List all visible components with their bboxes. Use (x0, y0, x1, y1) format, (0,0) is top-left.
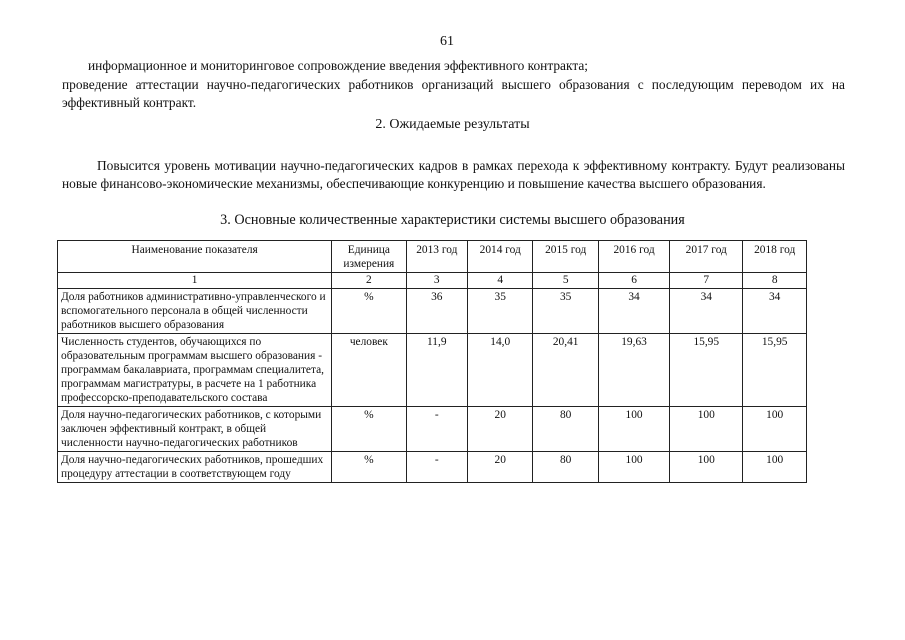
table-row (58, 334, 807, 407)
unit-cell: % (332, 452, 406, 483)
value-cell: 36 (406, 289, 468, 334)
section-2-paragraph: Повысится уровень мотивации научно-педагогических кадров в рамках перехода к эффективному контракту. Будут реализованы новые финансово-экономические механизмы, обеспечивающие конкуренцию и повышение качества высшего образования. (62, 158, 845, 191)
value-cell: 100 (743, 407, 807, 452)
table-row (58, 289, 807, 334)
column-index: 1 (58, 273, 332, 289)
value-cell: 35 (468, 289, 533, 334)
value-cell: 11,9 (406, 334, 468, 407)
value-cell: 100 (670, 407, 743, 452)
column-index: 6 (598, 273, 669, 289)
unit-cell: % (332, 407, 406, 452)
header-year: 2013 год (406, 241, 468, 273)
value-cell: 19,63 (598, 334, 669, 407)
column-index: 2 (332, 273, 406, 289)
column-index: 8 (743, 273, 807, 289)
section-3-heading: 3. Основные количественные характеристики системы высшего образования (220, 212, 685, 228)
indicator-name: Численность студентов, обучающихся по образовательным программам высшего образования - программам бакалавриата, программам специалитета, программам магистратуры, в расчете на 1 работника профессорско-преподавательского состава (58, 334, 332, 407)
unit-cell: человек (332, 334, 406, 407)
bullet-item-1: информационное и мониторинговое сопровождение введения эффективного контракта; (88, 58, 588, 73)
value-cell: 14,0 (468, 334, 533, 407)
header-year: 2015 год (533, 241, 599, 273)
characteristics-table (57, 240, 807, 483)
table-row (58, 452, 807, 483)
column-index: 3 (406, 273, 468, 289)
column-index: 4 (468, 273, 533, 289)
indicator-name: Доля научно-педагогических работников, прошедших процедуру аттестации в соответствующем году (58, 452, 332, 483)
value-cell: 80 (533, 452, 599, 483)
table-header-row (58, 241, 807, 273)
value-cell: 34 (670, 289, 743, 334)
section-2-heading: 2. Ожидаемые результаты (375, 117, 530, 132)
value-cell: 100 (743, 452, 807, 483)
bullet-item-2: проведение аттестации научно-педагогических работников организаций высшего образования с последующим переводом их на эффективный контракт. (62, 77, 845, 110)
header-indicator-name: Наименование показателя (58, 241, 332, 273)
value-cell: 100 (598, 452, 669, 483)
column-index: 5 (533, 273, 599, 289)
table-row (58, 407, 807, 452)
header-year: 2016 год (598, 241, 669, 273)
value-cell: - (406, 452, 468, 483)
header-year: 2018 год (743, 241, 807, 273)
value-cell: 15,95 (743, 334, 807, 407)
value-cell: 34 (598, 289, 669, 334)
value-cell: 20 (468, 407, 533, 452)
header-year: 2014 год (468, 241, 533, 273)
value-cell: 34 (743, 289, 807, 334)
value-cell: - (406, 407, 468, 452)
column-index: 7 (670, 273, 743, 289)
header-year: 2017 год (670, 241, 743, 273)
value-cell: 20 (468, 452, 533, 483)
value-cell: 100 (598, 407, 669, 452)
unit-cell: % (332, 289, 406, 334)
header-unit: Единица измерения (332, 241, 406, 273)
value-cell: 20,41 (533, 334, 599, 407)
value-cell: 15,95 (670, 334, 743, 407)
page-number: 61 (440, 34, 454, 49)
value-cell: 80 (533, 407, 599, 452)
value-cell: 35 (533, 289, 599, 334)
indicator-name: Доля работников административно-управленческого и вспомогательного персонала в общей численности работников высшего образования (58, 289, 332, 334)
indicator-name: Доля научно-педагогических работников, с которыми заключен эффективный контракт, в общей численности научно-педагогических работников (58, 407, 332, 452)
value-cell: 100 (670, 452, 743, 483)
column-index-row (58, 273, 807, 289)
